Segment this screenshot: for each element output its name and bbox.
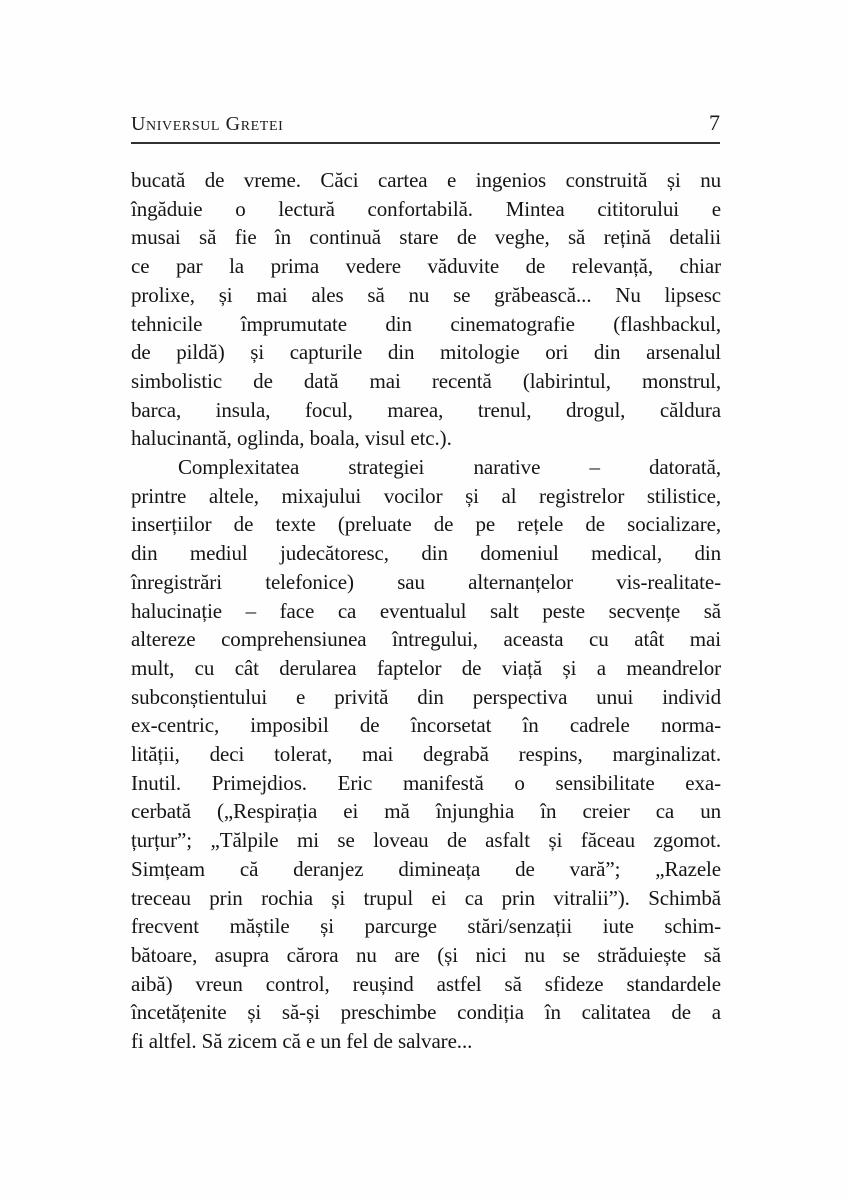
- text-line: tehnicile împrumutate din cinematografie (flashbackul,: [131, 311, 721, 336]
- text-line: cerbată („Respirația ei mă înjunghia în creier ca un: [131, 799, 721, 824]
- text-line: mult, cu cât derularea faptelor de viață și a meandrelor: [131, 655, 721, 680]
- page-body: [131, 166, 721, 1056]
- text-line: musai să fie în continuă stare de veghe, să rețină detalii: [131, 225, 721, 250]
- text-line: fi altfel. Să zicem că e un fel de salvare...: [131, 1029, 473, 1054]
- text-line: subconștientului e privită din perspectiva unui individ: [131, 684, 721, 709]
- text-line: țurțur”; „Tălpile mi se loveau de asfalt și făceau zgomot.: [131, 828, 721, 853]
- text-line: treceau prin rochia și trupul ei ca prin vitralii”). Schimbă: [131, 885, 721, 910]
- text-line: Simțeam că deranjez dimineața de vară”; „Razele: [131, 856, 721, 881]
- text-line: ex-centric, imposibil de încorsetat în cadrele norma-: [131, 713, 721, 738]
- text-line: Complexitatea strategiei narative – datorată,: [178, 455, 721, 480]
- running-header-title: Universul Gretei: [131, 113, 284, 135]
- text-line: halucinație – face ca eventualul salt peste secvențe să: [131, 598, 721, 623]
- text-line: de pildă) și capturile din mitologie ori din arsenalul: [131, 340, 721, 365]
- text-line: frecvent măștile și parcurge stări/senzații iute schim-: [131, 914, 721, 939]
- paragraph: [131, 453, 721, 1056]
- text-line: halucinantă, oglinda, boala, visul etc.).: [131, 426, 452, 451]
- text-line: simbolistic de dată mai recentă (labirintul, monstrul,: [131, 368, 721, 393]
- text-line: înregistrări telefonice) sau alternanțelor vis-realitate-: [131, 569, 721, 594]
- text-line: Inutil. Primejdios. Eric manifestă o sensibilitate exa-: [131, 770, 721, 795]
- text-line: îngăduie o lectură confortabilă. Mintea cititorului e: [131, 196, 721, 221]
- text-line: printre altele, mixajului vocilor și al registrelor stilistice,: [131, 483, 721, 508]
- text-line: bucată de vreme. Căci cartea e ingenios construită și nu: [131, 168, 721, 192]
- text-line: lității, deci tolerat, mai degrabă respins, marginalizat.: [131, 742, 721, 767]
- page-number: 7: [709, 110, 720, 135]
- paragraph: [131, 166, 721, 453]
- text-line: ce par la prima vedere văduvite de relevanță, chiar: [131, 254, 721, 279]
- text-line: altereze comprehensiunea întregului, aceasta cu atât mai: [131, 627, 721, 652]
- text-line: barca, insula, focul, marea, trenul, drogul, căldura: [131, 397, 721, 422]
- text-line: aibă) vreun control, reușind astfel să sfideze standardele: [131, 971, 721, 996]
- text-line: bătoare, asupra cărora nu are (și nici nu se străduiește să: [131, 942, 721, 967]
- text-line: încetățenite și să-și preschimbe condiția în calitatea de a: [131, 1000, 721, 1025]
- text-line: inserțiilor de texte (preluate de pe rețele de socializare,: [131, 512, 721, 537]
- text-line: prolixe, și mai ales să nu se grăbească... Nu lipsesc: [131, 282, 721, 307]
- page-header: [131, 110, 720, 144]
- text-line: din mediul judecătoresc, din domeniul medical, din: [131, 541, 721, 566]
